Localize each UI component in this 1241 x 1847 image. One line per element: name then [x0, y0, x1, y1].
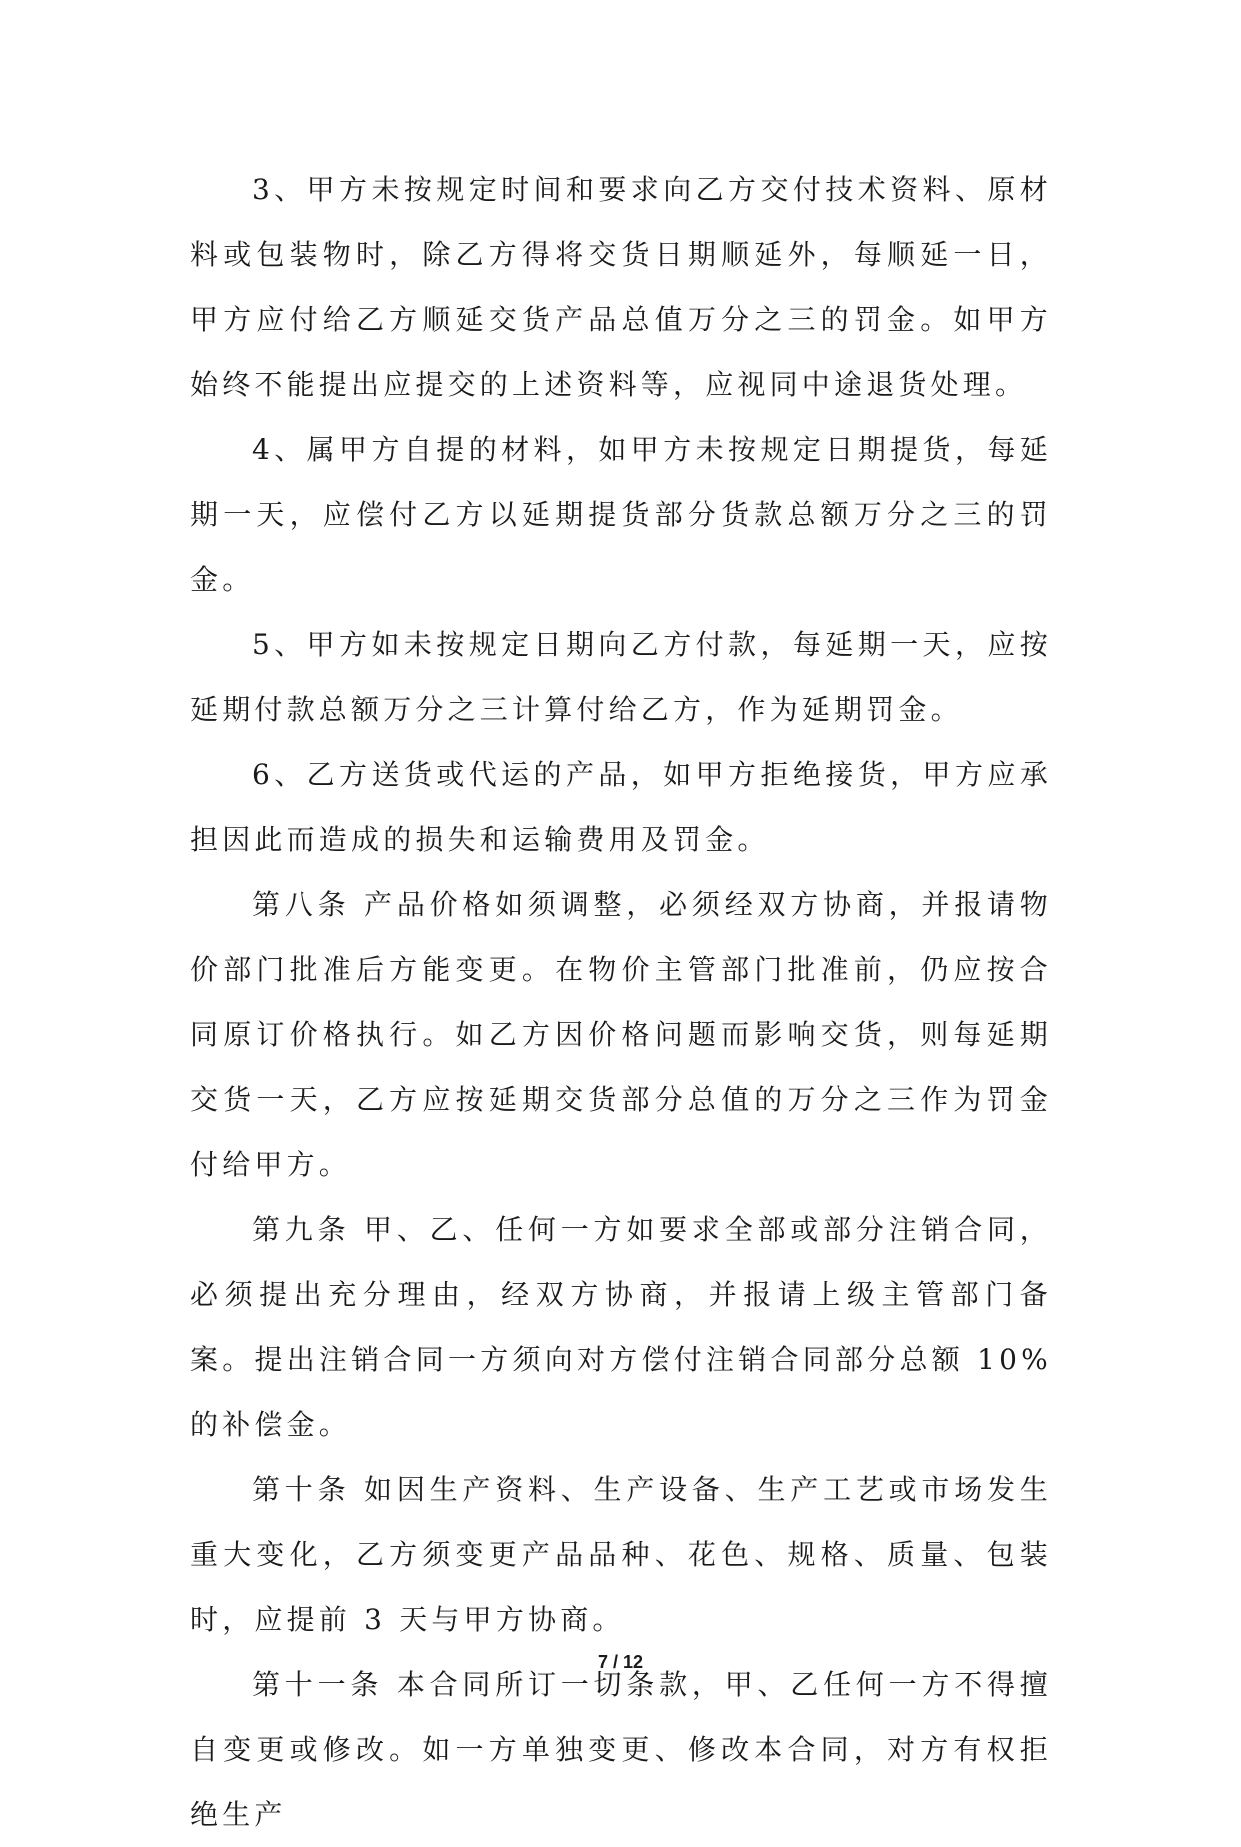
paragraph-clause-5: 5、甲方如未按规定日期向乙方付款，每延期一天，应按延期付款总额万分之三计算付给乙方，作为延期罚金。 — [190, 628, 1052, 726]
paragraph-article-8: 第八条 产品价格如须调整，必须经双方协商，并报请物价部门批准后方能变更。在物价主管部门批准前，仍应按合同原订价格执行。如乙方因价格问题而影响交货，则每延期交货一天，乙方应按延期交货部分总值的万分之三作为罚金付给甲方。 — [190, 888, 1052, 1181]
paragraph-clause-3: 3、甲方未按规定时间和要求向乙方交付技术资料、原材料或包装物时，除乙方得将交货日期顺延外，每顺延一日，甲方应付给乙方顺延交货产品总值万分之三的罚金。如甲方始终不能提出应提交的上述资料等，应视同中途退货处理。 — [190, 173, 1052, 401]
paragraph-article-11: 第十一条 本合同所订一切条款，甲、乙任何一方不得擅自变更或修改。如一方单独变更、修改本合同，对方有权拒绝生产 — [190, 1668, 1052, 1831]
paragraph-article-10: 第十条 如因生产资料、生产设备、生产工艺或市场发生重大变化，乙方须变更产品品种、花色、规格、质量、包装时，应提前 3 天与甲方协商。 — [190, 1473, 1052, 1636]
page-number: 7 / 12 — [597, 1652, 644, 1672]
paragraph-article-9: 第九条 甲、乙、任何一方如要求全部或部分注销合同，必须提出充分理由，经双方协商，并报请上级主管部门备案。提出注销合同一方须向对方偿付注销合同部分总额 10%的补偿金。 — [190, 1213, 1052, 1441]
paragraph-clause-4: 4、属甲方自提的材料，如甲方未按规定日期提货，每延期一天，应偿付乙方以延期提货部分货款总额万分之三的罚金。 — [190, 433, 1052, 596]
paragraph-clause-6: 6、乙方送货或代运的产品，如甲方拒绝接货，甲方应承担因此而造成的损失和运输费用及罚金。 — [190, 758, 1052, 856]
document-body — [190, 157, 1052, 1847]
